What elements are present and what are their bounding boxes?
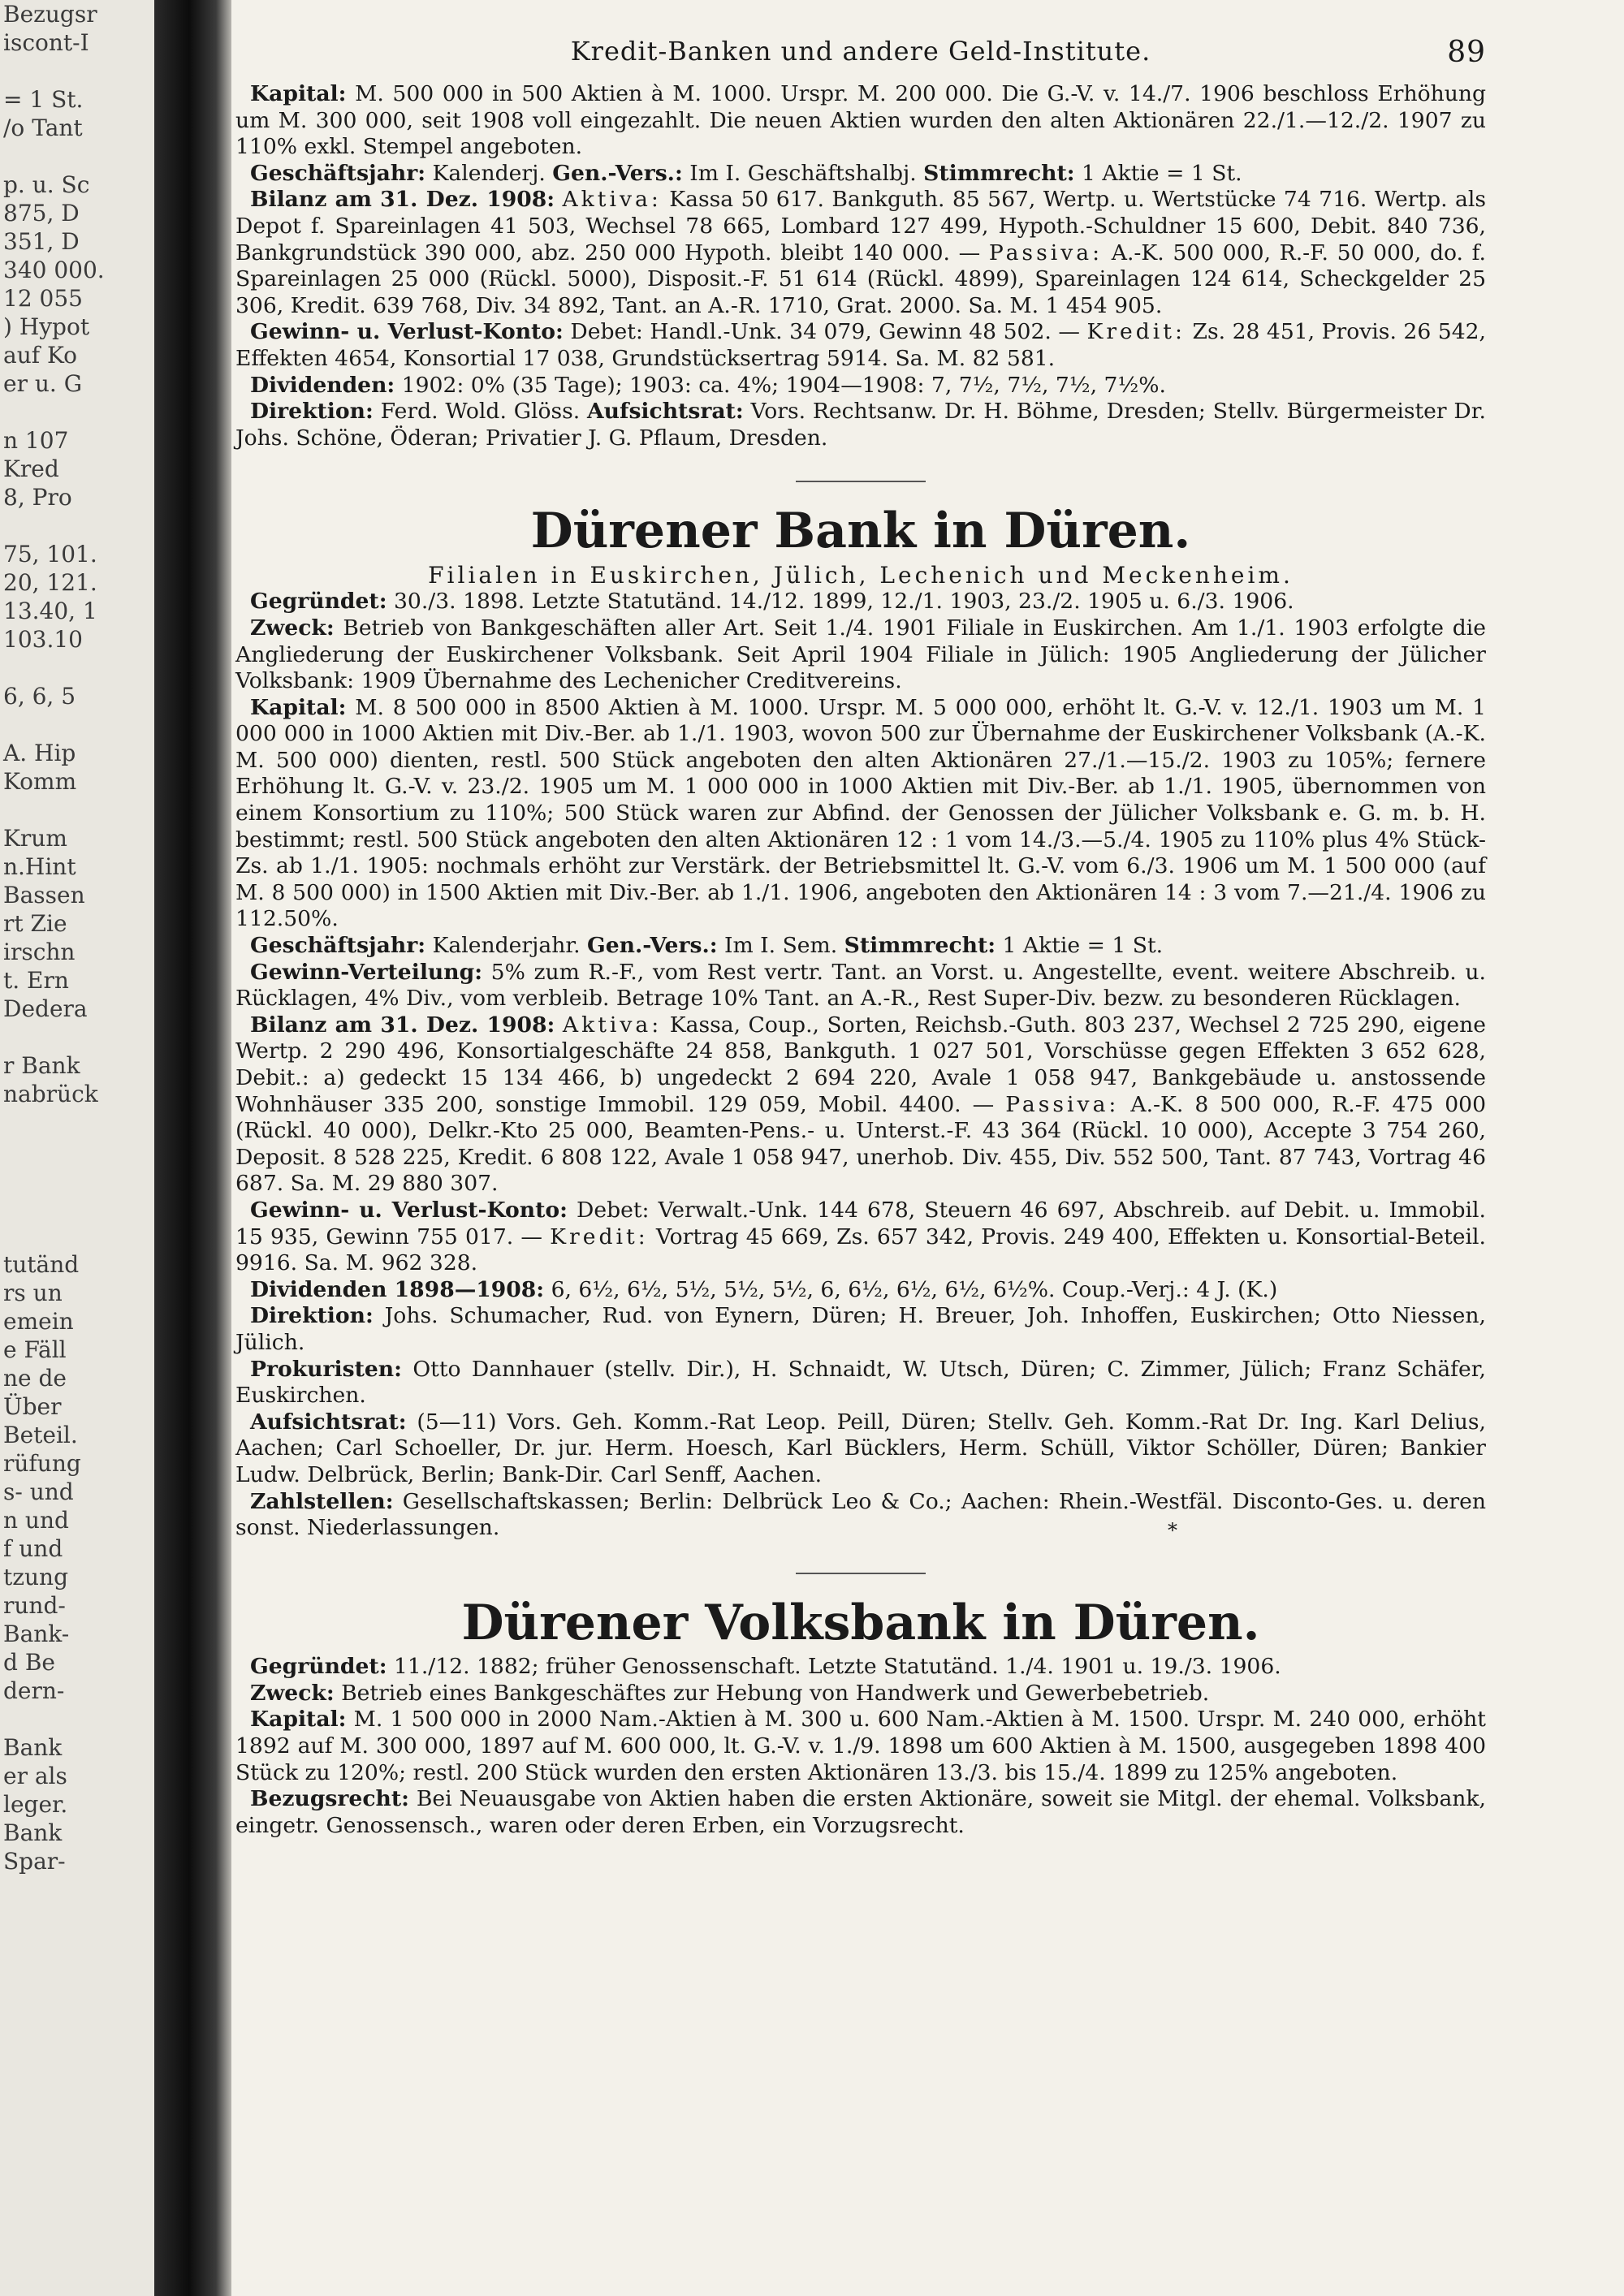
facing-page-fragment: Beteil. — [3, 1422, 78, 1448]
facing-page-fragment: Spar- — [3, 1848, 66, 1875]
facing-page-fragment: Über — [3, 1393, 62, 1420]
facing-page-fragment: /o Tant — [3, 114, 83, 141]
facing-page-fragment — [0, 796, 159, 824]
facing-page-fragment — [0, 398, 159, 426]
field-label: Gen.-Vers.: — [587, 933, 718, 959]
facing-page-fragment: 8, Pro — [3, 484, 72, 511]
facing-page-fragment: e Fäll — [3, 1336, 67, 1363]
paragraph-direktion — [235, 399, 1486, 451]
facing-page-fragment: Bank — [3, 1734, 63, 1761]
field-label: Dividenden: — [250, 372, 395, 398]
field-text: Im I. Geschäftshalbj. — [682, 160, 924, 186]
facing-page-fragment: rüfung — [3, 1450, 81, 1477]
paragraph-kapital — [235, 81, 1486, 161]
field-text: Betrieb eines Bankgeschäftes zur Hebung von Handwerk und Gewerbebetrieb. — [334, 1680, 1210, 1706]
facing-page-fragment: 6, 6, 5 — [3, 683, 76, 710]
paragraph-direktion — [235, 1303, 1486, 1356]
field-label: Direktion: — [250, 399, 374, 425]
section-divider — [796, 481, 926, 482]
end-mark: * — [1168, 1518, 1177, 1542]
field-label: Geschäftsjahr: — [250, 933, 426, 959]
ledger-side-label: Aktiva: — [562, 1012, 663, 1038]
field-text: A.-K. 500 000, R.-F. 50 000, do. f. Spareinlagen 25 000 (Rückl. 5000), Disposit.-F. 51 614 (Rückl. 4899), Spareinlagen 124 614, Scheckgelder 25 306, Kredit. 639 768, Div. 34 892, Tant. an A.-R. 1710, Grat. 2000. Sa. M. 1 454 905. — [235, 240, 1486, 318]
facing-page-fragment: 103.10 — [3, 626, 83, 653]
paragraph-zweck — [235, 615, 1486, 695]
facing-page-fragment: t. Ern — [3, 967, 69, 994]
facing-page-fragment: Bassen — [3, 882, 85, 908]
paragraph-aufsichtsrat — [235, 1409, 1486, 1489]
field-label: Gewinn- u. Verlust-Konto: — [250, 319, 564, 345]
paragraph-gegruendet — [235, 1654, 1486, 1681]
field-label: Direktion: — [250, 1303, 374, 1329]
facing-page-fragment: 340 000. — [3, 257, 105, 283]
ledger-side-label: Passiva: — [988, 240, 1104, 265]
field-label: Gen.-Vers.: — [552, 160, 683, 186]
facing-page-fragment: n und — [3, 1507, 69, 1534]
paragraph-bezugsrecht — [235, 1786, 1486, 1839]
facing-page-fragment: nabrück — [3, 1081, 98, 1107]
field-text: 30./3. 1898. Letzte Statutänd. 14./12. 1899, 12./1. 1903, 23./2. 1905 u. 6./3. 1906. — [387, 589, 1294, 615]
facing-page-fragment: ) Hypot — [3, 313, 90, 340]
field-text: Zs. 28 451, Provis. 26 542, Effekten 4654, Konsortial 17 038, Grundstücksertrag 5914. Sa. M. 82 581. — [235, 319, 1486, 371]
field-text: 5% zum R.-F., vom Rest vertr. Tant. an Vorst. u. Angestellte, event. weitere Abschreib. u. Rücklagen, 4% Div., vom verbleib. Betrage 10% Tant. an A.-R., Rest Super-Div. bezw. zu besonderen Rücklagen. — [235, 959, 1486, 1012]
book-gutter — [154, 0, 231, 2296]
field-label: Zweck: — [250, 615, 335, 641]
facing-page-fragment: 12 055 — [3, 285, 83, 312]
paragraph-geschaeftsjahr — [235, 161, 1486, 188]
field-text — [555, 1012, 563, 1038]
facing-page-fragment: auf Ko — [3, 342, 78, 369]
ledger-side-label: Aktiva: — [562, 187, 662, 213]
field-label: Gewinn- u. Verlust-Konto: — [250, 1197, 568, 1223]
paragraph-gewinn-verlust — [235, 319, 1486, 372]
facing-page-fragment — [0, 1137, 159, 1165]
document-page — [235, 36, 1486, 1839]
field-label: Prokuristen: — [250, 1356, 402, 1382]
field-label: Gegründet: — [250, 589, 387, 615]
facing-page-fragment: A. Hip — [3, 740, 76, 766]
field-text: A.-K. 8 500 000, R.-F. 475 000 (Rückl. 40 000), Delkr.-Kto 25 000, Beamten-Pens.- u. Unterst.-F. 43 364 (Rückl. 10 000), Accepte 3 754 260, Deposit. 8 528 225, Kredit. 6 808 122, Avale 1 058 947, unerhob. Div. 455, Div. 552 500, Tant. 87 743, Vortrag 46 687. Sa. M. 29 880 307. — [235, 1091, 1486, 1197]
field-label: Aufsichtsrat: — [587, 399, 744, 425]
field-text: M. 500 000 in 500 Aktien à M. 1000. Urspr. M. 200 000. Die G.-V. v. 14./7. 1906 beschloss Erhöhung um M. 300 000, seit 1908 voll eingezahlt. Die neuen Aktien wurden den alten Aktionären 22./1.—12./2. 1907 zu 110% exkl. Stempel angeboten. — [235, 81, 1486, 160]
facing-page-fragment — [0, 1222, 159, 1250]
facing-page-fragment — [0, 1193, 159, 1222]
field-text: M. 8 500 000 in 8500 Aktien à M. 1000. Urspr. M. 5 000 000, erhöht lt. G.-V. v. 12./1. 1903 um M. 1 000 000 in 1000 Aktien mit Div.-Ber. ab 1./1. 1903, wovon 500 zur Übernahme der Euskirchener Volksbank (A.-K. M. 500 000) dienten, restl. 500 Stück angeboten den alten Aktionären 27./1.—15./2. 1903 zu 105%; fernere Erhöhung lt. G.-V. v. 23./2. 1905 um M. 1 000 000 in 1000 Aktien mit Div.-Ber. ab 1./1. 1905, übernommen von einem Konsortium zu 110%; 500 Stück waren zur Abfind. der Genossen der Jülicher Volksbank e. G. m. b. H. bestimmt; restl. 500 Stück angeboten den alten Aktionären 12 : 1 vom 14./3.—5./4. 1905 zu 110% plus 4% Stück-Zs. ab 1./1. 1905: nochmals erhöht zur Verstärk. der Betriebsmittel lt. G.-V. vom 6./3. 1906 um M. 1 500 000 (auf M. 8 500 000) in 1500 Aktien mit Div.-Ber. ab 1./1. 1906, angeboten den Aktionären 14 : 3 vom 7.—21./4. 1906 zu 112.50%. — [235, 694, 1486, 932]
ledger-side-label: Kredit: — [1086, 319, 1186, 345]
field-label: Kapital: — [250, 81, 347, 106]
facing-page-fragment — [0, 1108, 159, 1137]
paragraph-bilanz — [235, 1012, 1486, 1198]
paragraph-gegruendet — [235, 589, 1486, 615]
facing-page-fragment: Kred — [3, 455, 59, 482]
field-text: Im I. Sem. — [717, 933, 844, 959]
facing-page-fragment: er als — [3, 1763, 67, 1789]
paragraph-gewinn-verteilung — [235, 960, 1486, 1012]
entry-subtitle: Filialen in Euskirchen, Jülich, Lechenich und Meckenheim. — [428, 562, 1294, 589]
facing-page-fragment: r Bank — [3, 1052, 80, 1079]
paragraph-kapital — [235, 695, 1486, 933]
facing-page-fragment: Dedera — [3, 995, 88, 1022]
entry-title: Dürener Volksbank in Düren. — [461, 1595, 1260, 1652]
field-text: Bei Neuausgabe von Aktien haben die ersten Aktionäre, soweit sie Mitgl. der ehemal. Volksbank, eingetr. Genossensch., waren oder deren Erben, ein Vorzugsrecht. — [235, 1786, 1486, 1838]
facing-page-fragment: f und — [3, 1535, 63, 1562]
field-text: (5—11) Vors. Geh. Komm.-Rat Leop. Peill, Düren; Stellv. Geh. Komm.-Rat Dr. Ing. Karl Delius, Aachen; Carl Schoeller, Dr. jur. Herm. Hoesch, Karl Bücklers, Herm. Schüll, Viktor Schöller, Düren; Bankier Ludw. Delbrück, Berlin; Bank-Dir. Carl Senff, Aachen. — [235, 1409, 1486, 1487]
paragraph-gewinn-verlust — [235, 1198, 1486, 1277]
facing-page-fragment: iscont-I — [3, 29, 89, 56]
entry-duerener-volksbank — [235, 1592, 1486, 1839]
facing-page-fragment: leger. — [3, 1791, 68, 1818]
field-text: 11./12. 1882; früher Genossenschaft. Letzte Statutänd. 1./4. 1901 u. 19./3. 1906. — [387, 1654, 1281, 1680]
facing-page-fragment: rund- — [3, 1592, 66, 1619]
field-text: Gesellschaftskassen; Berlin: Delbrück Leo & Co.; Aachen: Rhein.-Westfäl. Disconto-Ges. u. deren sonst. Niederlassungen. — [235, 1488, 1486, 1541]
field-label: Kapital: — [250, 1707, 347, 1733]
paragraph-zweck — [235, 1681, 1486, 1707]
entry-title: Dürener Bank in Düren. — [530, 503, 1191, 560]
field-text: Kalenderjahr. — [425, 933, 588, 959]
facing-page-fragment — [0, 511, 159, 540]
field-text: M. 1 500 000 in 2000 Nam.-Aktien à M. 300 u. 600 Nam.-Aktien à M. 1500. Urspr. M. 240 000, erhöht 1892 auf M. 300 000, 1897 auf M. 600 000, lt. G.-V. v. 1./9. 1898 um 600 Aktien à M. 1500, ausgegeben 1898 400 Stück zu 120%; restl. 200 Stück wurden den ersten Aktionären 13./3. bis 15./4. 1899 zu 125% angeboten. — [235, 1707, 1486, 1785]
field-label: Aufsichtsrat: — [250, 1409, 407, 1435]
field-label: Zahlstellen: — [250, 1488, 394, 1514]
facing-page-fragment: n.Hint — [3, 853, 76, 880]
field-label: Gewinn-Verteilung: — [250, 959, 483, 985]
page-number: 89 — [1447, 36, 1486, 69]
facing-page-fragment — [0, 57, 159, 85]
facing-page-fragment: n 107 — [3, 427, 69, 454]
paragraph-bilanz — [235, 187, 1486, 319]
field-text: Betrieb von Bankgeschäften aller Art. Seit 1./4. 1901 Filiale in Euskirchen. Am 1./1. 1903 erfolgte die Angliederung der Euskirchener Volksbank. Seit April 1904 Filiale in Jülich: 1905 Angliederung der Jülicher Volksbank: 1909 Übernahme des Lechenicher Creditvereins. — [235, 615, 1486, 694]
facing-page-fragment — [0, 1705, 159, 1733]
facing-page-fragment — [0, 1023, 159, 1051]
field-text: Vors. Rechtsanw. Dr. H. Böhme, Dresden; Stellv. Bürgermeister Dr. Johs. Schöne, Öderan; Privatier J. G. Pflaum, Dresden. — [235, 399, 1486, 451]
field-label: Dividenden 1898—1908: — [250, 1276, 545, 1302]
facing-page-fragment: Bezugsr — [3, 1, 97, 28]
facing-page-margin — [0, 0, 159, 2296]
facing-page-fragment: 75, 101. — [3, 541, 97, 568]
field-text: 6, 6½, 6½, 5½, 5½, 5½, 6, 6½, 6½, 6½, 6½%. Coup.-Verj.: 4 J. (K.) — [544, 1276, 1278, 1302]
field-label: Geschäftsjahr: — [250, 160, 426, 186]
facing-page-fragment — [0, 710, 159, 739]
facing-page-fragment: p. u. Sc — [3, 171, 90, 198]
header-title: Kredit-Banken und andere Geld-Institute. — [570, 36, 1151, 67]
paragraph-prokuristen — [235, 1357, 1486, 1409]
facing-page-fragment: Bank — [3, 1819, 63, 1846]
section-divider — [796, 1573, 926, 1574]
field-text: 1 Aktie = 1 St. — [1074, 160, 1242, 186]
facing-page-fragment: rt Zie — [3, 910, 67, 937]
facing-page-fragment: tutänd — [3, 1251, 80, 1278]
field-label: Zweck: — [250, 1680, 335, 1706]
facing-page-fragment: Krum — [3, 825, 67, 852]
field-text: Debet: Handl.-Unk. 34 079, Gewinn 48 502. — — [563, 319, 1087, 345]
facing-page-fragment: 351, D — [3, 228, 80, 255]
paragraph-kapital — [235, 1707, 1486, 1786]
facing-page-fragment: rs un — [3, 1280, 63, 1306]
facing-page-fragment: emein — [3, 1308, 74, 1335]
paragraph-geschaeftsjahr — [235, 933, 1486, 960]
facing-page-fragment: = 1 St. — [3, 86, 84, 113]
field-text: Otto Dannhauer (stellv. Dir.), H. Schnaidt, W. Utsch, Düren; C. Zimmer, Jülich; Franz Schäfer, Euskirchen. — [235, 1356, 1486, 1409]
facing-page-fragment: irschn — [3, 939, 76, 965]
field-text: 1902: 0% (35 Tage); 1903: ca. 4%; 1904—1908: 7, 7½, 7½, 7½, 7½%. — [395, 372, 1166, 398]
field-label: Bilanz am 31. Dez. 1908: — [250, 1012, 555, 1038]
facing-page-fragment: tzung — [3, 1564, 68, 1590]
facing-page-fragment: Bank- — [3, 1621, 70, 1647]
field-text: Johs. Schumacher, Rud. von Eynern, Düren; H. Breuer, Joh. Inhoffen, Euskirchen; Otto Niessen, Jülich. — [235, 1303, 1486, 1355]
facing-page-fragment — [0, 654, 159, 682]
field-label: Stimmrecht: — [923, 160, 1075, 186]
field-text: Kassa 50 617. Bankguth. 85 567, Wertp. u. Wertstücke 74 716. Wertp. als Depot f. Spareinlagen 41 503, Wechsel 78 665, Lombard 127 499, Hypoth.-Schuldner 15 600, Debit. 840 736, Bankgrundstück 390 000, abz. 250 000 Hypoth. bleibt 140 000. — — [235, 187, 1486, 265]
facing-page-fragment: d Be — [3, 1649, 55, 1676]
field-text: Debet: Verwalt.-Unk. 144 678, Steuern 46 697, Abschreib. auf Debit. u. Immobil. 15 935, Gewinn 755 017. — — [235, 1197, 1486, 1249]
ledger-side-label: Passiva: — [1005, 1091, 1120, 1117]
facing-page-fragment: er u. G — [3, 370, 83, 397]
field-label: Kapital: — [250, 694, 347, 720]
running-header — [235, 36, 1486, 81]
field-text: Vortrag 45 669, Zs. 657 342, Provis. 249 400, Effekten u. Konsortial-Beteil. 9916. Sa. M. 962 328. — [235, 1224, 1486, 1276]
ledger-side-label: Kredit: — [550, 1224, 649, 1249]
facing-page-fragment: 875, D — [3, 200, 80, 227]
facing-page-fragment — [0, 142, 159, 170]
facing-page-fragment: dern- — [3, 1677, 65, 1704]
field-text: 1 Aktie = 1 St. — [996, 933, 1164, 959]
entry-duerener-bank — [235, 500, 1486, 1543]
facing-page-fragment: 20, 121. — [3, 569, 97, 596]
paragraph-dividenden — [235, 1277, 1486, 1304]
field-label: Gegründet: — [250, 1654, 387, 1680]
field-label: Bezugsrecht: — [250, 1786, 409, 1812]
facing-page-fragment: s- und — [3, 1478, 74, 1505]
facing-page-fragment: 13.40, 1 — [3, 598, 97, 624]
facing-page-fragment — [0, 1165, 159, 1193]
field-label: Bilanz am 31. Dez. 1908: — [250, 187, 555, 213]
field-label: Stimmrecht: — [844, 933, 996, 959]
continued-entry — [235, 81, 1486, 451]
paragraph-dividenden — [235, 373, 1486, 399]
facing-page-fragment: ne de — [3, 1365, 67, 1392]
field-text: Kalenderj. — [425, 160, 553, 186]
facing-page-fragment: Komm — [3, 768, 77, 795]
facing-page-text-fragments — [0, 0, 159, 1875]
field-text: Kassa, Coup., Sorten, Reichsb.-Guth. 803 237, Wechsel 2 725 290, eigene Wertp. 2 290 496, Konsortialgeschäfte 24 858, Bankguth. 1 027 501, Vorschüsse gegen Effekten 3 652 628, Debit.: a) gedeckt 15 134 466, b) ungedeckt 2 694 220, Avale 1 058 947, Bankgebäude u. anstossende Wohnhäuser 335 200, sonstige Immobil. 129 059, Mobil. 4400. — — [235, 1012, 1486, 1117]
field-text: Ferd. Wold. Glöss. — [373, 399, 588, 425]
